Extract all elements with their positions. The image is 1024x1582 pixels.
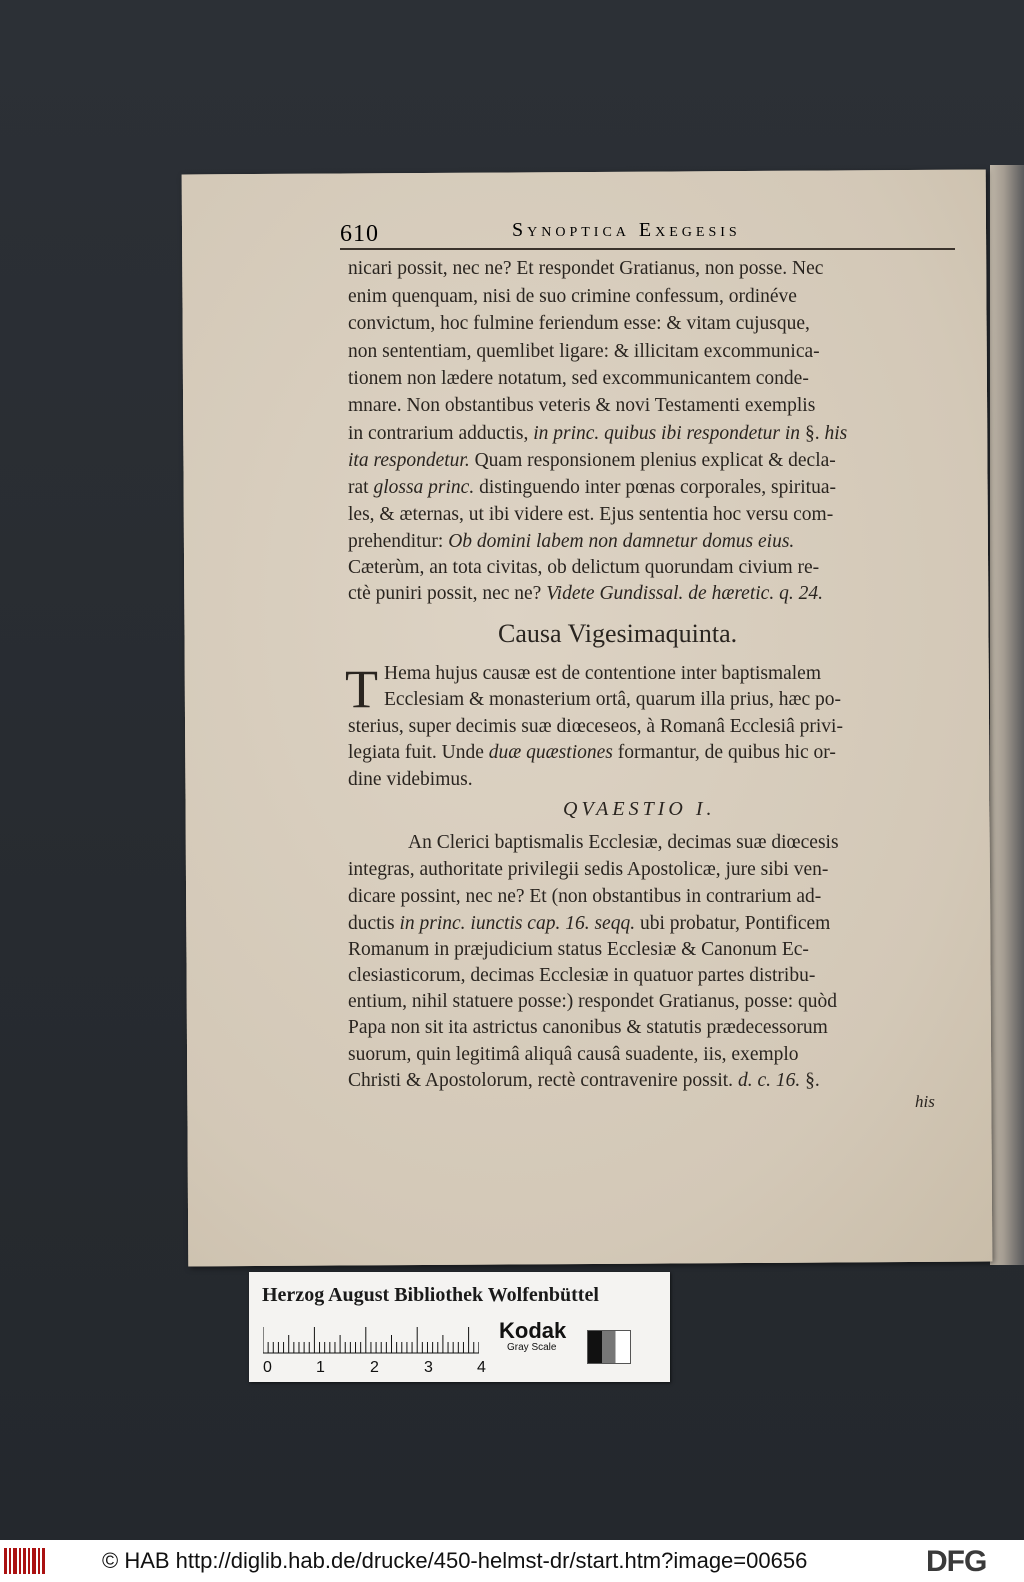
ruler-number: 3 (424, 1359, 433, 1376)
ruler-number: 0 (263, 1359, 272, 1376)
citation: Videte Gundissal. de hæretic. q. 24. (546, 583, 823, 604)
text-line: Romanum in præjudicium status Ecclesiæ & Canonum Ec- (348, 939, 809, 960)
text-run: §. (800, 423, 825, 444)
dfg-logo: DFG (926, 1545, 987, 1578)
citation: in princ. quibus ibi respondetur in (533, 423, 801, 444)
citation: ita respondetur. (348, 450, 470, 471)
ruler-scale (263, 1326, 479, 1354)
page-number: 610 (340, 221, 379, 247)
text-line: nicari possit, nec ne? Et respondet Gratianus, non posse. Nec (348, 258, 824, 279)
gray-scale-label: Gray Scale (507, 1342, 557, 1353)
question-heading: QVAESTIO I. (563, 798, 716, 820)
barcode-icon (4, 1548, 48, 1574)
text-line (348, 1069, 956, 1093)
text-run: ductis (348, 913, 400, 934)
library-label-card (249, 1272, 670, 1382)
ruler-numbers (259, 1359, 499, 1379)
text-line (348, 741, 956, 765)
text-run: Christi & Apostolorum, rectè contravenire possit. (348, 1070, 738, 1091)
citation: d. c. 16. (737, 1070, 801, 1091)
text-line: suorum, quin legitimâ aliquâ causâ suadente, iis, exemplo (348, 1044, 799, 1065)
text-run: ctè puniri possit, nec ne? (348, 583, 547, 604)
text-line: integras, authoritate privilegii sedis Apostolicæ, jure sibi ven- (348, 859, 829, 880)
text-line: convictum, hoc fulmine feriendum esse: & vitam cujusque, (348, 313, 810, 334)
citation: in princ. iunctis cap. 16. seqq. (399, 913, 636, 934)
text-line: les, & æternas, ut ibi videre est. Ejus sententia hoc versu com- (348, 504, 834, 525)
footer-bar (0, 1540, 1024, 1582)
text-line: Papa non sit ita astrictus canonibus & statutis prædecessorum (348, 1017, 828, 1038)
text-line: Cæterùm, an tota civitas, ob delictum quorundam civium re- (348, 557, 820, 578)
text-run: formantur, de quibus hic or- (612, 742, 836, 763)
text-line: tionem non lædere notatum, sed excommunicantem conde- (348, 368, 809, 389)
text-line: non sententiam, quemlibet ligare: & illicitam excommunica- (348, 341, 820, 362)
kodak-logo: Kodak (499, 1318, 567, 1343)
text-line (348, 912, 956, 936)
copyright-url: © HAB http://diglib.hab.de/drucke/450-helmst-dr/start.htm?image=00656 (102, 1548, 808, 1573)
text-line: clesiasticorum, decimas Ecclesiæ in quatuor partes distribu- (348, 965, 816, 986)
verse-quote: Ob domini labem non damnetur domus eius. (448, 531, 795, 552)
text-run: prehenditur: (348, 531, 449, 552)
text-line: sterius, super decimis suæ diœceseos, à Romanâ Ecclesiâ privi- (348, 716, 843, 737)
text-run: rat (348, 477, 374, 498)
text-run: ubi probatur, Pontificem (635, 913, 831, 934)
ruler-number: 1 (316, 1359, 325, 1376)
page-header (340, 215, 958, 249)
text-run: Quam responsionem plenius explicat & decla- (469, 450, 836, 471)
book-edge (990, 165, 1024, 1265)
text-line: entium, nihil statuere posse:) respondet Gratianus, posse: quòd (348, 991, 838, 1012)
citation: glossa princ. (373, 477, 475, 498)
text-line: mnare. Non obstantibus veteris & novi Testamenti exemplis (348, 395, 816, 416)
catchword: his (915, 1092, 935, 1111)
text-run: legiata fuit. Unde (348, 742, 489, 763)
header-rule (340, 248, 955, 250)
text-run: §. (800, 1070, 820, 1091)
text-line: dicare possint, nec ne? Et (non obstantibus in contrarium ad- (348, 886, 822, 907)
text-line (348, 582, 956, 606)
running-title: Synoptica Exegesis (512, 219, 741, 241)
text-line: Hema hujus causæ est de contentione inter baptismalem (384, 663, 822, 684)
ruler-number: 4 (477, 1359, 486, 1376)
ruler-number: 2 (370, 1359, 379, 1376)
text-line (348, 530, 956, 554)
text-run: distinguendo inter pœnas corporales, spiritua- (474, 477, 836, 498)
text-line (348, 422, 956, 446)
text-line: Ecclesiam & monasterium ortâ, quarum illa prius, hæc po- (384, 689, 842, 710)
gray-scale-patch (587, 1330, 631, 1364)
emphasis: duæ quæstiones (488, 742, 613, 763)
text-line: An Clerici baptismalis Ecclesiæ, decimas suæ diœcesis (408, 832, 839, 853)
drop-cap: T (345, 659, 378, 719)
text-line (348, 476, 956, 500)
section-heading: Causa Vigesimaquinta. (498, 619, 738, 648)
text-line: enim quenquam, nisi de suo crimine confessum, ordinéve (348, 286, 797, 307)
text-line: dine videbimus. (348, 769, 473, 790)
text-line (348, 449, 956, 473)
citation: his (824, 423, 848, 444)
text-run: in contrarium adductis, (348, 423, 534, 444)
library-name: Herzog August Bibliothek Wolfenbüttel (262, 1284, 599, 1306)
